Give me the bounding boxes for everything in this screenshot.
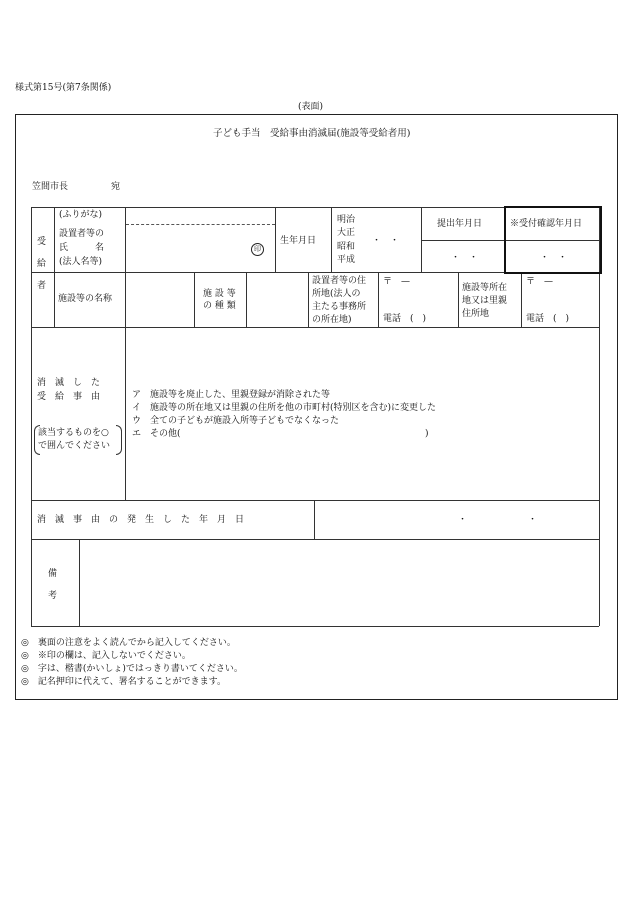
- reason-close-paren: ): [425, 429, 429, 439]
- circle-note-2: で囲んでください: [38, 441, 111, 451]
- form-number: 様式第15号(第7条関係): [15, 83, 112, 93]
- occurrence-dot-2: ・: [528, 515, 538, 525]
- submit-date-label: 提出年月日: [437, 219, 483, 229]
- remarks-label-1: 備: [48, 569, 58, 579]
- facility-address-label-3: 住所地: [462, 309, 490, 319]
- reason-option-e[interactable]: エ その他(: [132, 429, 181, 439]
- era-taisho: 大正: [337, 228, 356, 238]
- facility-address-label-1: 施設等所在: [462, 283, 508, 293]
- receipt-date-label: ※受付確認年月日: [510, 219, 583, 229]
- submit-date-dots: ・ ・: [451, 253, 479, 263]
- recipient-label-1: 受: [37, 237, 47, 247]
- addressee: 笠間市長: [32, 182, 69, 192]
- birthdate-dots: ・ ・: [372, 236, 400, 246]
- receipt-date-dots: ・ ・: [540, 253, 568, 263]
- form-title: 子ども手当 受給事由消滅届(施設等受給者用): [213, 128, 411, 139]
- note-4: ◎ 記名押印に代えて、署名することができます。: [21, 677, 226, 687]
- facility-address-label-2: 地又は里親: [462, 296, 508, 306]
- reason-option-i[interactable]: イ 施設等の所在地又は里親の住所を他の市町村(特別区を含む)に変更した: [132, 403, 437, 413]
- recipient-label-2: 給: [37, 259, 47, 269]
- era-showa: 昭和: [337, 242, 356, 252]
- address-label-1: 設置者等の住: [312, 276, 367, 286]
- note-3: ◎ 字は、楷書(かいしょ)ではっきり書いてください。: [21, 664, 243, 674]
- birthdate-label: 生年月日: [280, 236, 317, 246]
- phone-label-1: 電話 ( ): [383, 314, 427, 324]
- furigana-divider: [126, 224, 275, 225]
- address-label-4: の所在地): [312, 315, 352, 325]
- address-label-2: 所地(法人の: [312, 289, 361, 299]
- postal-mark-1: 〒 —: [383, 277, 411, 287]
- address-label-3: 主たる事務所: [312, 302, 367, 312]
- facility-type-label-1: 施 設 等: [203, 289, 236, 299]
- furigana-label: (ふりがな): [59, 210, 103, 220]
- occurrence-label: 消 滅 事 由 の 発 生 し た 年 月 日: [37, 515, 245, 525]
- facility-name-label: 施設等の名称: [58, 294, 113, 304]
- postal-mark-2: 〒 —: [526, 277, 554, 287]
- era-heisei: 平成: [337, 255, 356, 265]
- seal-mark: 印: [251, 243, 264, 256]
- circle-note-1: 該当するものを○: [38, 428, 109, 438]
- reason-option-a[interactable]: ア 施設等を廃止した、里親登録が消除された等: [132, 390, 331, 400]
- note-1: ◎ 裏面の注意をよく読んでから記入してください。: [21, 638, 236, 648]
- form-side: (表面): [298, 102, 324, 112]
- recipient-label-3: 者: [37, 281, 47, 291]
- phone-label-2: 電話 ( ): [526, 314, 570, 324]
- addressee-suffix: 宛: [111, 182, 121, 192]
- remarks-label-2: 考: [48, 591, 58, 601]
- name-label-1: 設置者等の: [59, 229, 105, 239]
- reason-label-2: 受 給 事 由: [37, 392, 101, 402]
- era-meiji: 明治: [337, 215, 356, 225]
- name-label-2: 氏 名: [59, 243, 105, 253]
- occurrence-dot-1: ・: [458, 515, 468, 525]
- name-label-3: (法人名等): [59, 257, 103, 267]
- note-2: ◎ ※印の欄は、記入しないでください。: [21, 651, 191, 661]
- reason-label-1: 消 滅 し た: [37, 378, 101, 388]
- facility-type-label-2: の 種 類: [203, 301, 236, 311]
- reason-option-u[interactable]: ウ 全ての子どもが施設入所等子どもでなくなった: [132, 416, 340, 426]
